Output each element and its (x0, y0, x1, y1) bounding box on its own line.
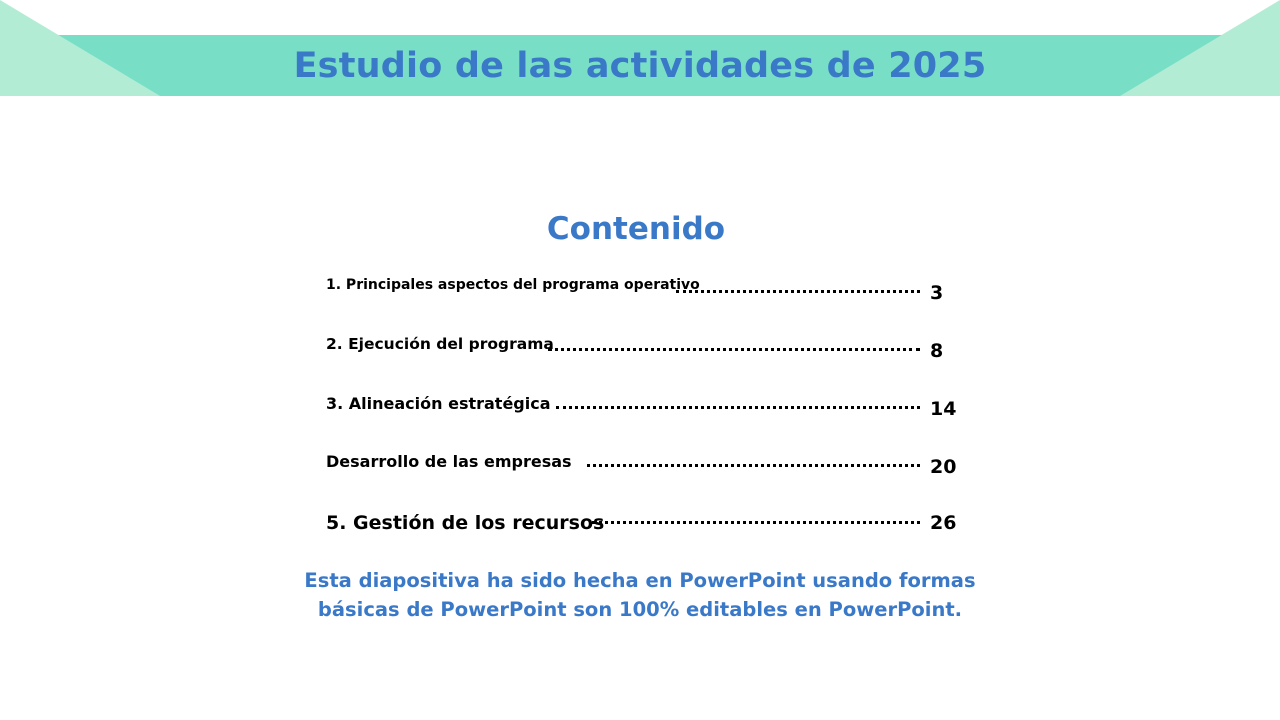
toc-item (326, 450, 966, 480)
toc-leader-dots (587, 464, 920, 467)
toc-item-page: 8 (930, 340, 944, 362)
toc-heading: Contenido (546, 211, 726, 247)
toc-item-page: 20 (930, 456, 957, 478)
toc-item (326, 334, 966, 364)
toc-item (326, 276, 966, 306)
toc-item-label: 3. Alineación estratégica (326, 394, 551, 413)
toc-leader-dots (592, 521, 920, 524)
toc-leader-dots (548, 348, 920, 351)
toc-leader-dots (676, 290, 920, 293)
toc-item-label: 2. Ejecución del programa (326, 335, 554, 353)
toc-leader-dots (556, 406, 920, 409)
toc-item-label: 5. Gestión de los recursos (326, 512, 605, 534)
toc-item-page: 3 (930, 282, 944, 304)
toc-item-label: 1. Principales aspectos del programa operativo (326, 277, 700, 293)
footer-note: Esta diapositiva ha sido hecha en PowerPoint usando formas básicas de PowerPoint son 100% editables en PowerPoint. (304, 569, 976, 621)
toc-item-page: 26 (930, 512, 957, 534)
slide-title: Estudio de las actividades de 2025 (293, 46, 987, 86)
toc-item-label: Desarrollo de las empresas (326, 452, 572, 471)
toc-item-page: 14 (930, 398, 957, 420)
toc-item (326, 392, 966, 422)
toc-item (326, 508, 966, 538)
